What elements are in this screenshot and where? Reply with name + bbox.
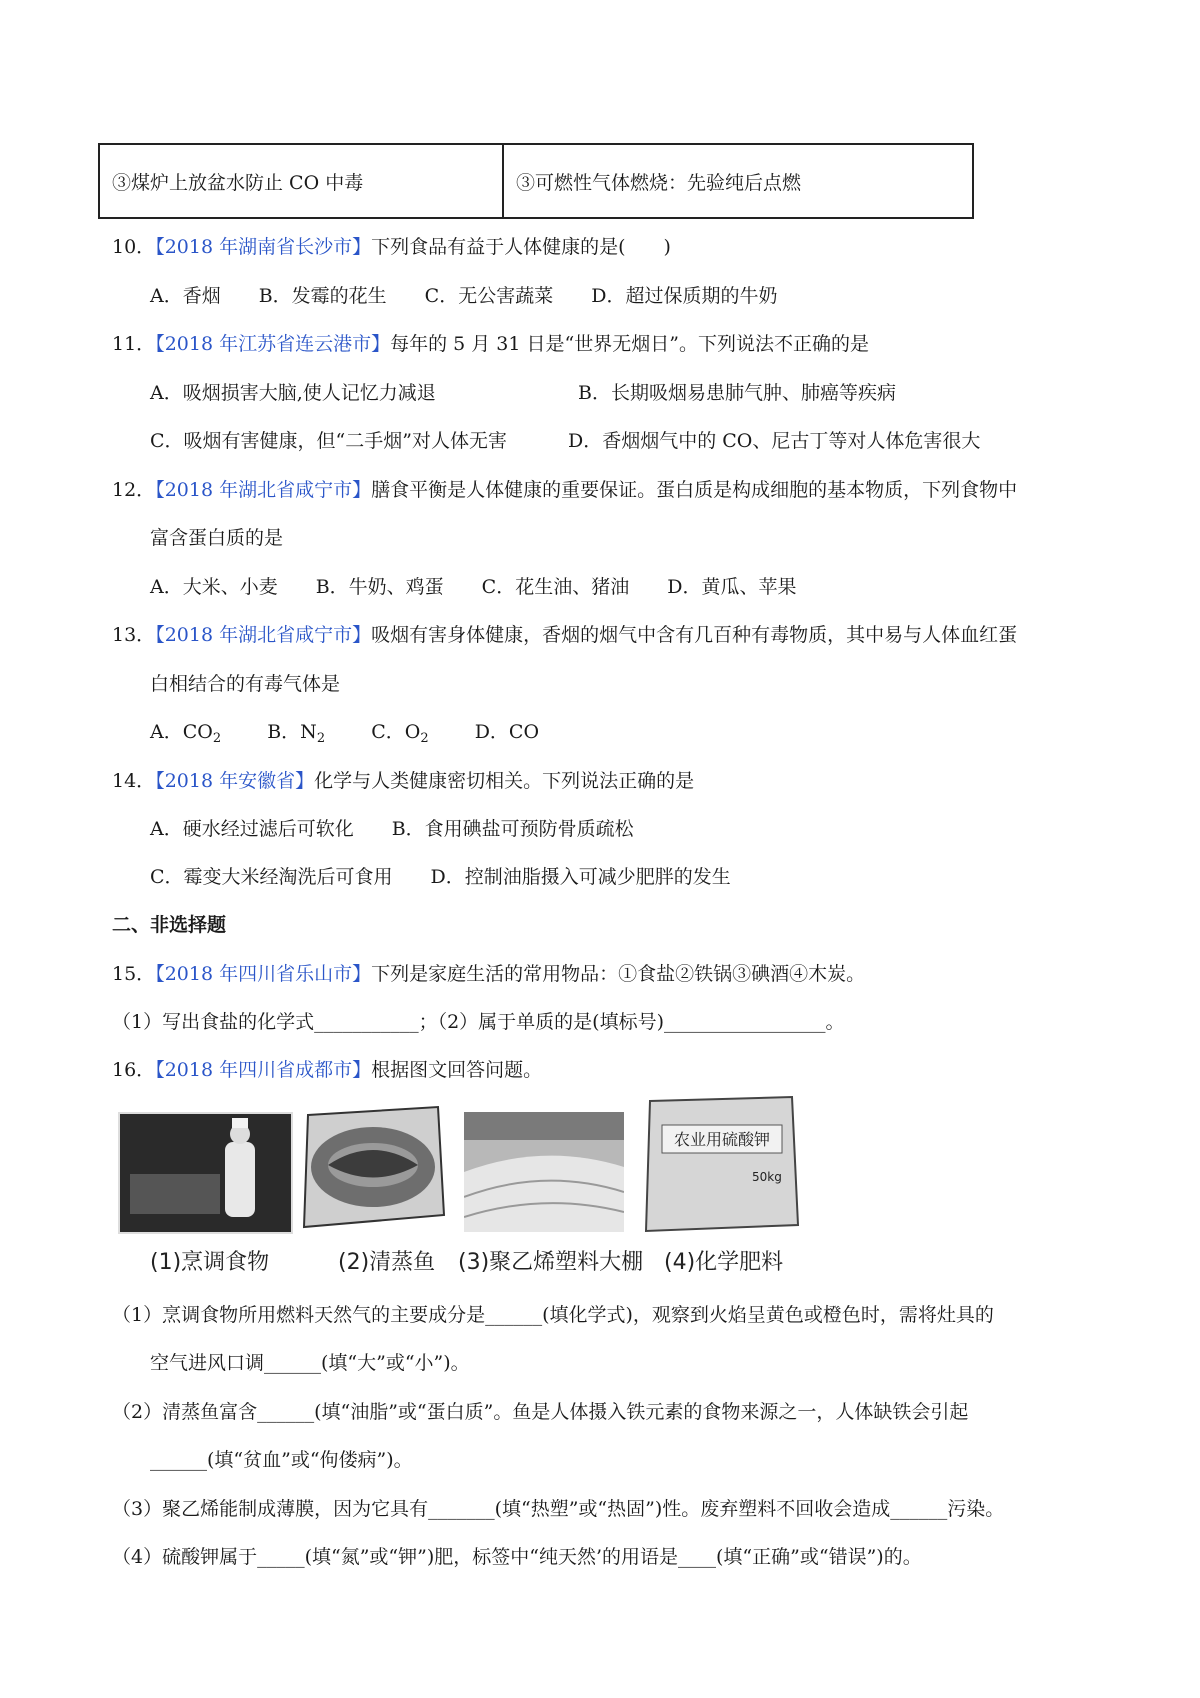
safety-table-row: [98, 143, 974, 219]
question-15: [112, 961, 865, 987]
question-source: 【2018 年安徽省】: [155, 770, 315, 792]
caption-fertilizer: (4)化学肥料: [664, 1250, 784, 1275]
question-14-options-ab: A．硬水经过滤后可软化 B．食用碘盐可预防骨质疏松: [150, 818, 634, 840]
question-14: [112, 768, 694, 794]
question-11: [112, 331, 869, 357]
svg-text:50kg: 50kg: [752, 1170, 782, 1184]
cooking-photo: [118, 1112, 293, 1234]
question-10-options: A．香烟 B．发霉的花生 C．无公害蔬菜 D．超过保质期的牛奶: [150, 285, 778, 307]
svg-text:农业用硫酸钾: 农业用硫酸钾: [673, 1130, 771, 1149]
question-stem: 膳食平衡是人体健康的重要保证。蛋白质是构成细胞的基本物质，下列食物中: [371, 479, 1018, 501]
option-b: B．$N_2$: [267, 721, 326, 746]
question-stem: 化学与人类健康密切相关。下列说法正确的是: [314, 770, 695, 792]
question-number: 14．: [112, 770, 156, 792]
steamed-fish-photo: [298, 1105, 446, 1230]
q16-part1-line1: （1）烹调食物所用燃料天然气的主要成分是______(填化学式)，观察到火焰呈黄色或橙色时，需将灶具的: [112, 1304, 994, 1326]
question-number: 15．: [112, 963, 156, 985]
section-heading: 二、非选择题: [112, 914, 227, 936]
question-number: 12．: [112, 479, 156, 501]
question-source: 【2018 年四川省乐山市】: [155, 963, 372, 985]
question-number: 16．: [112, 1059, 156, 1081]
question-stem: 吸烟有害身体健康，香烟的烟气中含有几百种有毒物质，其中易与人体血红蛋: [371, 624, 1018, 646]
q16-part2-line1: （2）清蒸鱼富含______(填“油脂”或“蛋白质”。鱼是人体摄入铁元素的食物来源之一，人体缺铁会引起: [112, 1401, 969, 1423]
option-d: D．CO: [474, 721, 540, 743]
caption-cooking: (1)烹调食物: [150, 1250, 270, 1275]
question-number: 10．: [112, 236, 156, 258]
question-stem: 下列食品有益于人体健康的是( ): [371, 236, 671, 258]
question-12: [112, 477, 1017, 503]
question-source: 【2018 年江苏省连云港市】: [155, 333, 391, 355]
greenhouse-photo: [464, 1112, 624, 1232]
question-source: 【2018 年四川省成都市】: [155, 1059, 372, 1081]
question-number: 11．: [112, 333, 156, 355]
question-12-options: A．大米、小麦 B．牛奶、鸡蛋 C．花生油、猪油 D．黄瓜、苹果: [150, 576, 797, 598]
question-13-options: [150, 719, 539, 752]
caption-fish: (2)清蒸鱼: [338, 1250, 436, 1275]
question-stem: 根据图文回答问题。: [371, 1059, 543, 1081]
question-12-stem-cont: 富含蛋白质的是: [150, 527, 284, 549]
q16-part1-line2: 空气进风口调______(填“大”或“小”)。: [150, 1352, 470, 1374]
q16-part3: （3）聚乙烯能制成薄膜，因为它具有_______(填“热塑”或“热固”)性。废弃塑料不回收会造成______污染。: [112, 1498, 1005, 1520]
question-14-options-cd: C．霉变大米经淘洗后可食用 D．控制油脂摄入可减少肥胖的发生: [150, 866, 731, 888]
option-a: A．$CO_2$: [150, 721, 222, 746]
table-cell-left: ③煤炉上放盆水防止 CO 中毒: [100, 145, 504, 217]
option-d: D．香烟烟气中的 CO、尼古丁等对人体危害很大: [568, 430, 981, 452]
question-16: [112, 1057, 542, 1083]
option-a: A．吸烟损害大脑,使人记忆力减退: [150, 382, 436, 404]
question-number: 13．: [112, 624, 156, 646]
caption-greenhouse: (3)聚乙烯塑料大棚: [458, 1250, 644, 1275]
question-stem: 下列是家庭生活的常用物品：①食盐②铁锅③碘酒④木炭。: [371, 963, 866, 985]
question-13: [112, 622, 1017, 648]
question-13-stem-cont: 白相结合的有毒气体是: [150, 673, 341, 695]
option-c: C．$O_2$: [371, 721, 429, 746]
q16-part2-line2: ______(填“贫血”或“佝偻病”)。: [150, 1449, 413, 1471]
question-15-sub: （1）写出食盐的化学式___________；（2）属于单质的是(填标号)_________________。: [112, 1011, 845, 1033]
question-source: 【2018 年湖南省长沙市】: [155, 236, 372, 258]
question-stem: 每年的 5 月 31 日是“世界无烟日”。下列说法不正确的是: [390, 333, 869, 355]
question-10: [112, 234, 671, 260]
table-cell-right: ③可燃性气体燃烧：先验纯后点燃: [516, 171, 802, 194]
q16-part4: （4）硫酸钾属于_____(填“氮”或“钾”)肥，标签中“纯天然’的用语是____(填“正确”或“错误”)的。: [112, 1546, 922, 1568]
question-source: 【2018 年湖北省咸宁市】: [155, 624, 372, 646]
fertilizer-bag-photo: [642, 1095, 802, 1235]
option-c: C．吸烟有害健康，但“二手烟”对人体无害: [150, 430, 507, 452]
option-b: B．长期吸烟易患肺气肿、肺癌等疾病: [578, 382, 896, 404]
question-source: 【2018 年湖北省咸宁市】: [155, 479, 372, 501]
